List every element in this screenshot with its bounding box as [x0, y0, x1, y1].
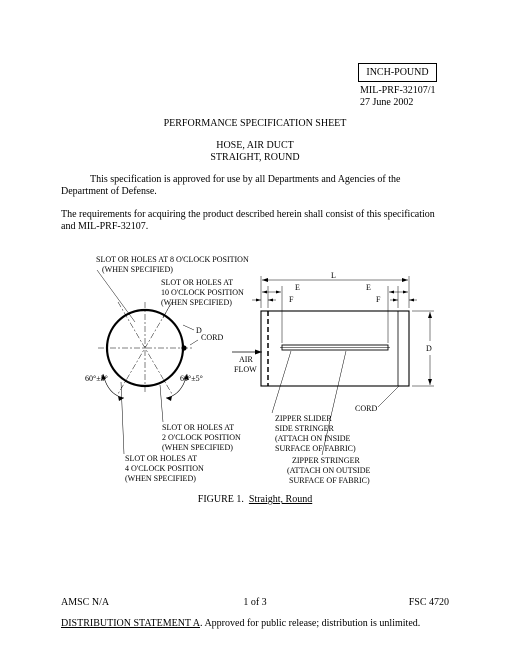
- slot8-leader: [97, 270, 135, 322]
- d-leader: [183, 325, 194, 330]
- label-angle-left: 60°±5°: [85, 374, 108, 383]
- item-title-line2: STRAIGHT, ROUND: [210, 152, 300, 163]
- label-slot4-line3: (WHEN SPECIFIED): [125, 474, 196, 483]
- inch-pound-box: INCH-POUND: [358, 63, 437, 82]
- label-slider-line4: SURFACE OF FABRIC): [275, 444, 356, 453]
- page-number: 1 of 3: [243, 597, 267, 608]
- distribution-label: DISTRIBUTION STATEMENT A: [61, 618, 201, 629]
- label-slider-line1: ZIPPER SLIDER: [275, 414, 332, 423]
- label-stringer-line1: ZIPPER STRINGER: [292, 456, 360, 465]
- label-dim-L: L: [331, 271, 336, 280]
- dim-E-left-arrow-2: [276, 291, 281, 294]
- amsc-code: AMSC N/A: [61, 597, 110, 608]
- label-cord-side: CORD: [355, 404, 378, 413]
- cord-leader: [190, 340, 198, 345]
- document-date: 27 June 2002: [360, 97, 414, 108]
- dim-F-left-arrow-2: [268, 299, 273, 302]
- requirements-paragraph-line1: The requirements for acquiring the product described herein shall consist of this specification: [61, 209, 435, 220]
- dim-L-arrow-left: [262, 278, 268, 282]
- slot4-leader: [121, 382, 124, 454]
- label-d-circle: D: [196, 326, 202, 335]
- dim-L-arrow-right: [402, 278, 408, 282]
- distribution-statement: [61, 618, 420, 630]
- dim-D-arrow-bottom: [428, 379, 432, 385]
- label-stringer-line3: SURFACE OF FABRIC): [289, 476, 370, 485]
- label-slot10-line1: SLOT OR HOLES AT: [161, 278, 234, 287]
- label-slot8-line2: (WHEN SPECIFIED): [102, 265, 173, 274]
- fsc-code: FSC 4720: [408, 597, 449, 608]
- slot2-leader: [160, 385, 163, 422]
- label-slot2-line2: 2 O'CLOCK POSITION: [162, 433, 241, 442]
- label-air: AIR: [239, 355, 253, 364]
- label-dim-D: D: [426, 344, 432, 353]
- cord-knob: [181, 345, 186, 350]
- figure-caption-title: Straight, Round: [248, 494, 313, 505]
- label-dim-F-right: F: [376, 295, 381, 304]
- label-stringer-line2: (ATTACH ON OUTSIDE: [287, 466, 371, 475]
- approval-paragraph-line2: Department of Defense.: [61, 186, 157, 197]
- label-dim-F-left: F: [289, 295, 294, 304]
- dim-F-left-arrow-1: [256, 299, 261, 302]
- label-angle-right: 60°±5°: [180, 374, 203, 383]
- label-slot4-line1: SLOT OR HOLES AT: [125, 454, 198, 463]
- label-slot2-line1: SLOT OR HOLES AT: [162, 423, 235, 432]
- approval-paragraph-line1: This specification is approved for use by all Departments and Agencies of the: [90, 174, 401, 185]
- dim-F-right-arrow-1: [393, 299, 398, 302]
- slider-leader: [272, 351, 291, 413]
- label-slider-line3: (ATTACH ON INSIDE: [275, 434, 351, 443]
- angle-arrow-left-2: [118, 396, 124, 401]
- label-dim-E-left: E: [295, 283, 300, 292]
- dim-E-left-arrow-1: [262, 291, 267, 294]
- distribution-text: . Approved for public release; distribution is unlimited.: [200, 618, 421, 629]
- label-cord-circle: CORD: [201, 333, 224, 342]
- label-dim-E-right: E: [366, 283, 371, 292]
- label-flow: FLOW: [234, 365, 257, 374]
- requirements-paragraph-line2: and MIL-PRF-32107.: [61, 221, 149, 232]
- dim-E-right-arrow-1: [389, 291, 394, 294]
- dim-D-arrow-top: [428, 312, 432, 318]
- dim-E-right-arrow-2: [403, 291, 408, 294]
- cord-side-leader: [378, 386, 399, 407]
- angle-arrow-right-2: [166, 396, 172, 401]
- figure-caption-prefix: FIGURE 1.: [197, 494, 244, 505]
- label-slot10-line3: (WHEN SPECIFIED): [161, 298, 232, 307]
- sheet-title: PERFORMANCE SPECIFICATION SHEET: [163, 118, 347, 129]
- label-slot10-line2: 10 O'CLOCK POSITION: [161, 288, 244, 297]
- label-slot8-line1: SLOT OR HOLES AT 8 O'CLOCK POSITION: [96, 255, 249, 264]
- dim-F-right-arrow-2: [409, 299, 414, 302]
- label-slot2-line3: (WHEN SPECIFIED): [162, 443, 233, 452]
- document-number: MIL-PRF-32107/1: [360, 85, 436, 96]
- label-slider-line2: SIDE STRINGER: [275, 424, 334, 433]
- label-slot4-line2: 4 O'CLOCK POSITION: [125, 464, 204, 473]
- figure-caption: [0, 494, 510, 506]
- item-title-line1: HOSE, AIR DUCT: [216, 140, 294, 151]
